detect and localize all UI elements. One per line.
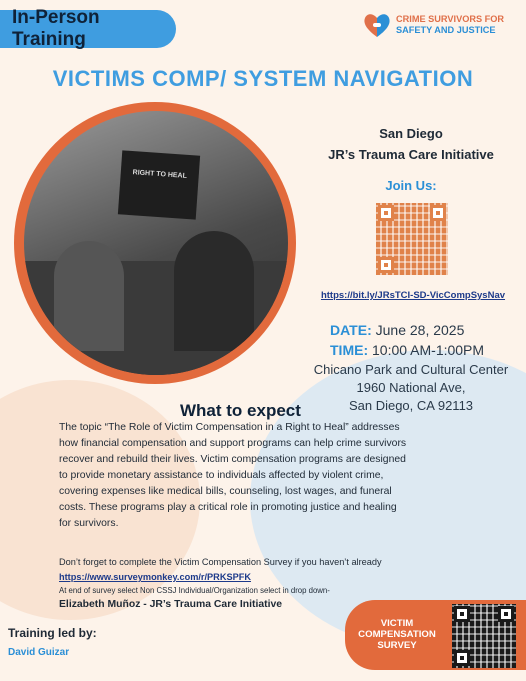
qr-finder: [454, 650, 470, 666]
training-led-by-label: Training led by:: [8, 626, 97, 640]
survey-banner-line-2: COMPENSATION: [358, 629, 436, 640]
logo-line-2: SAFETY AND JUSTICE: [396, 25, 496, 35]
event-time: [330, 342, 484, 358]
logo-line-1: CRIME SURVIVORS FOR: [396, 14, 505, 24]
survey-qr-code[interactable]: [452, 604, 516, 668]
logo-text: [396, 14, 504, 36]
qr-finder: [430, 205, 446, 221]
join-qr-code[interactable]: [376, 203, 448, 275]
join-us-label: Join Us:: [385, 178, 437, 193]
page-title: VICTIMS COMP/ SYSTEM NAVIGATION: [52, 66, 474, 91]
sign-text: RIGHT TO HEAL: [132, 169, 188, 180]
qr-finder: [454, 606, 470, 622]
time-label: TIME:: [330, 342, 369, 358]
in-person-badge: [0, 7, 176, 50]
trainer-name: David Guizar: [8, 647, 70, 658]
venue-address: [296, 361, 526, 415]
organizer-signature: Elizabeth Muñoz - JR’s Trauma Care Initiative: [59, 599, 283, 610]
person-shape: [54, 241, 124, 351]
rally-photo: [24, 111, 288, 375]
badge-label: In-Person Training: [12, 7, 100, 50]
qr-finder: [498, 606, 514, 622]
time-value: 10:00 AM-1:00PM: [372, 342, 485, 358]
survey-link[interactable]: https://www.surveymonkey.com/r/PRKSPFK: [59, 572, 251, 582]
description-paragraph: The topic “The Role of Victim Compensation in a Right to Heal” addresses how financial compensation and support programs can help crime survivors recover and rebuild their lives. Victim compensation programs are designed to provide monetary assistance to individuals affected by violent crime, covering expenses like medical bills, counseling, lost wages, and funeral costs. These programs play a critical role in promoting justice and healing for survivors.: [59, 422, 407, 529]
venue-line-2: 1960 National Ave,: [356, 380, 466, 395]
qr-finder: [378, 257, 394, 273]
date-value: June 28, 2025: [375, 322, 465, 338]
protest-sign: [118, 150, 200, 219]
registration-link[interactable]: https://bit.ly/JRsTCI-SD-VicCompSysNav: [320, 290, 506, 301]
date-label: DATE:: [330, 322, 372, 338]
location-org: JR’s Trauma Care Initiative: [328, 147, 494, 162]
survey-note-text: Don’t forget to complete the Victim Compensation Survey if you haven’t already: [59, 557, 382, 567]
organization-logo: [362, 10, 512, 40]
venue-line-1: Chicano Park and Cultural Center: [313, 362, 509, 377]
heart-hands-icon: [362, 11, 392, 39]
what-to-expect-heading: What to expect: [180, 401, 301, 420]
location-city: San Diego: [379, 126, 443, 141]
qr-finder: [378, 205, 394, 221]
survey-instruction: At end of survey select Non CSSJ Individual/Organization select in drop down-: [59, 586, 330, 595]
person-shape: [174, 231, 254, 351]
survey-banner-line-1: VICTIM: [380, 618, 414, 629]
venue-line-3: San Diego, CA 92113: [348, 398, 474, 413]
event-date: [330, 322, 464, 338]
survey-banner-label: [352, 618, 442, 651]
survey-reminder: [59, 555, 419, 585]
survey-banner-line-3: SURVEY: [377, 640, 417, 651]
